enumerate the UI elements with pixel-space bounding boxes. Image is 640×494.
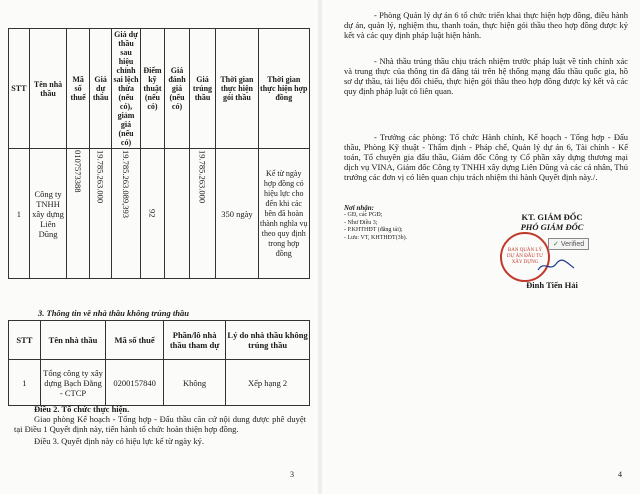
cell-name: Công ty TNHH xây dựng Liên Dũng [29,149,67,279]
col-tax: Mã số thuế [106,321,164,360]
article-2-body: Giao phòng Kế hoạch - Tổng hợp - Đấu thầu căn cứ nội dung được phê duyệt tại Điều 1 Quyết định này, tiến hành tổ chức hoàn thiện hợp đồng. [14,414,306,434]
cell-stt: 1 [9,149,30,279]
signature-line-1: KT. GIÁM ĐỐC [521,212,583,222]
col-reason: Lý do nhà thầu không trúng thầu [226,321,310,360]
adjusted-value: 19.785.263.089,393 [121,150,132,218]
page-number: 3 [290,470,294,479]
recipients-title: Nơi nhận: [344,204,375,212]
col-adjusted: Giá dự thầu sau hiệu chỉnh sai lệch thừa (nếu có), giảm giá (nếu có) [113,30,139,147]
paragraph-pm6: - Phòng Quản lý dự án 6 tổ chức triển khai thực hiện hợp đồng, điều hành dự án, quản lý, nghiệm thu, thanh toán, thực hiện gói thầu theo hợp đồng được ký kết và các quy định pháp luật hiện hành. [344,10,628,40]
page-number: 4 [618,470,622,479]
losing-bidder-table [8,320,310,406]
col-name: Tên nhà thầu [29,29,67,149]
table-header-row [9,321,310,360]
col-contract: Thời gian thực hiện hợp đồng [258,29,309,149]
col-eval: Giá đánh giá (nếu có) [165,29,190,149]
official-stamp-icon [500,232,550,282]
cell-stt: 1 [9,360,41,406]
cell-contract: Kể từ ngày hợp đồng có hiệu lực cho đến khi các bên đã hoàn thành nghĩa vụ theo quy định trong hợp đồng [258,149,309,279]
cell-name: Tổng công ty xây dựng Bạch Đằng - CTCP [40,360,105,406]
col-stt: STT [9,29,30,149]
paragraph-departments: - Trưởng các phòng: Tổ chức Hành chính, Kế hoạch - Tổng hợp - Đấu thầu, Phòng Kỹ thuật - Thẩm định - Pháp chế, Quản lý dự án 6, Tài chính - Kế toán, Tổ chuyên gia đấu thầu, Giám đốc Công ty Cổ phần xây dựng thương mại dịch vụ VINA, Giám đốc Công ty TNHH xây dựng Liên Dũng và các cá nhân, Thủ trưởng các đơn vị có liên quan chịu trách nhiệm thi hành Quyết định này./. [344,132,628,182]
paragraph-contractor: - Nhà thầu trúng thầu chịu trách nhiệm trước pháp luật về tính chính xác và trung thực của thông tin đã đăng tải trên hệ thống mạng đấu thầu quốc gia, hồ sơ dự thầu, tài liệu đối chiếu, thực hiện gói thầu theo hợp đồng được ký kết và các quy định pháp luật có liên quan. [344,56,628,96]
tech-value: 92 [147,209,158,218]
cell-adjusted [112,149,140,279]
table-row [9,360,310,406]
cell-tech [140,149,165,279]
verified-badge [548,238,589,250]
tax-value: 0107573388 [73,150,84,193]
bid-value: 19.785.263.000 [95,150,106,204]
col-bid: Giá dự thầu [89,29,112,149]
signature-scribble-icon [536,258,576,274]
col-stt: STT [9,321,41,360]
col-lot: Phần/lô nhà thầu tham dự [164,321,226,360]
stamp-text: BAN QUẢN LÝ DỰ ÁN ĐẦU TƯ XÂY DỰNG [506,248,544,265]
signature-line-2: PHÓ GIÁM ĐỐC [520,222,584,232]
article-3: Điều 3. Quyết định này có hiệu lực kể từ ngày ký. [34,436,204,446]
cell-win [189,149,215,279]
recipients-block [344,204,464,242]
cell-reason: Xếp hạng 2 [226,360,310,406]
table-row [9,149,310,279]
winning-bidder-table [8,28,310,279]
cell-eval [165,149,190,279]
signer-name: Đinh Tiến Hải [526,280,578,290]
article-2-title: Điều 2. Tổ chức thực hiện. [34,404,130,414]
cell-bid [89,149,112,279]
page-3 [0,0,318,494]
section-3-title: 3. Thông tin về nhà thầu không trúng thầu [38,308,189,318]
recipient-item: - P.KHTHĐT (đăng tải); [344,227,403,233]
page-4 [322,0,640,494]
col-win: Giá trúng thầu [189,29,215,149]
table-header-row [9,29,310,149]
col-tax: Mã số thuế [67,29,89,149]
recipient-item: - GĐ, các PGĐ; [344,212,383,218]
recipient-item: - Như Điều 3; [344,219,378,226]
cell-tax [67,149,89,279]
col-tech: Điểm kỹ thuật (nếu có) [140,29,165,149]
win-value: 19.785.263.000 [197,150,208,204]
col-name: Tên nhà thầu [40,321,105,360]
col-duration: Thời gian thực hiện gói thầu [216,29,258,149]
verified-label: Verified [560,241,585,248]
cell-duration: 350 ngày [216,149,258,279]
cell-lot: Không [164,360,226,406]
cell-tax: 0200157840 [106,360,164,406]
recipient-item: - Lưu: VT, KHTHĐT(3b). [344,234,408,241]
check-icon: ✓ [553,241,559,248]
